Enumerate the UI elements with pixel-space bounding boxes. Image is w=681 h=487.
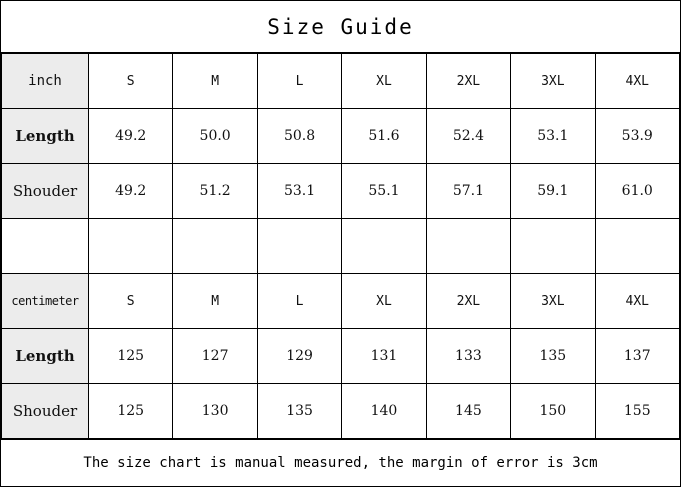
column-header-3xl-cm: 3XL [511, 274, 595, 329]
cell-length-cm-l: 129 [257, 329, 341, 384]
column-header-s-cm: S [89, 274, 173, 329]
table-header-row-inch [2, 54, 680, 109]
column-header-2xl-cm: 2XL [426, 274, 510, 329]
cell-length-cm-xl: 131 [342, 329, 426, 384]
column-header-2xl-inch: 2XL [426, 54, 510, 109]
cell-length-cm-4xl: 137 [595, 329, 679, 384]
unit-label-inch: inch [2, 54, 89, 109]
column-header-xl-inch: XL [342, 54, 426, 109]
column-header-4xl-cm: 4XL [595, 274, 679, 329]
table-row [2, 164, 680, 219]
spacer-cell [173, 219, 257, 274]
cell-length-inch-xl: 51.6 [342, 109, 426, 164]
spacer-cell [595, 219, 679, 274]
cell-shouder-cm-l: 135 [257, 384, 341, 439]
cell-length-inch-m: 50.0 [173, 109, 257, 164]
cell-shouder-cm-s: 125 [89, 384, 173, 439]
table-header-row-centimeter [2, 274, 680, 329]
cell-shouder-cm-2xl: 145 [426, 384, 510, 439]
cell-shouder-cm-3xl: 150 [511, 384, 595, 439]
column-header-m-cm: M [173, 274, 257, 329]
cell-shouder-cm-xl: 140 [342, 384, 426, 439]
cell-length-inch-4xl: 53.9 [595, 109, 679, 164]
spacer-cell [426, 219, 510, 274]
table-row [2, 109, 680, 164]
spacer-cell [257, 219, 341, 274]
row-label-length-inch: Length [2, 109, 89, 164]
spacer-cell [342, 219, 426, 274]
row-label-shouder-inch: Shouder [2, 164, 89, 219]
row-label-length-cm: Length [2, 329, 89, 384]
cell-length-cm-s: 125 [89, 329, 173, 384]
size-chart-table [1, 53, 680, 439]
spacer-cell [511, 219, 595, 274]
spacer-cell [2, 219, 89, 274]
row-label-shouder-cm: Shouder [2, 384, 89, 439]
table-spacer-row [2, 219, 680, 274]
column-header-s-inch: S [89, 54, 173, 109]
cell-shouder-cm-m: 130 [173, 384, 257, 439]
column-header-m-inch: M [173, 54, 257, 109]
table-row [2, 384, 680, 439]
cell-shouder-inch-m: 51.2 [173, 164, 257, 219]
unit-label-centimeter: centimeter [2, 274, 89, 329]
cell-shouder-inch-l: 53.1 [257, 164, 341, 219]
cell-shouder-inch-3xl: 59.1 [511, 164, 595, 219]
cell-length-inch-l: 50.8 [257, 109, 341, 164]
column-header-4xl-inch: 4XL [595, 54, 679, 109]
cell-length-inch-s: 49.2 [89, 109, 173, 164]
cell-length-inch-3xl: 53.1 [511, 109, 595, 164]
footer-note: The size chart is manual measured, the margin of error is 3cm [1, 439, 680, 486]
spacer-cell [89, 219, 173, 274]
column-header-3xl-inch: 3XL [511, 54, 595, 109]
cell-length-cm-2xl: 133 [426, 329, 510, 384]
cell-length-inch-2xl: 52.4 [426, 109, 510, 164]
column-header-l-cm: L [257, 274, 341, 329]
cell-length-cm-3xl: 135 [511, 329, 595, 384]
cell-shouder-inch-2xl: 57.1 [426, 164, 510, 219]
column-header-l-inch: L [257, 54, 341, 109]
cell-shouder-cm-4xl: 155 [595, 384, 679, 439]
table-row [2, 329, 680, 384]
cell-shouder-inch-4xl: 61.0 [595, 164, 679, 219]
cell-shouder-inch-xl: 55.1 [342, 164, 426, 219]
cell-shouder-inch-s: 49.2 [89, 164, 173, 219]
page-title: Size Guide [1, 1, 680, 53]
cell-length-cm-m: 127 [173, 329, 257, 384]
column-header-xl-cm: XL [342, 274, 426, 329]
